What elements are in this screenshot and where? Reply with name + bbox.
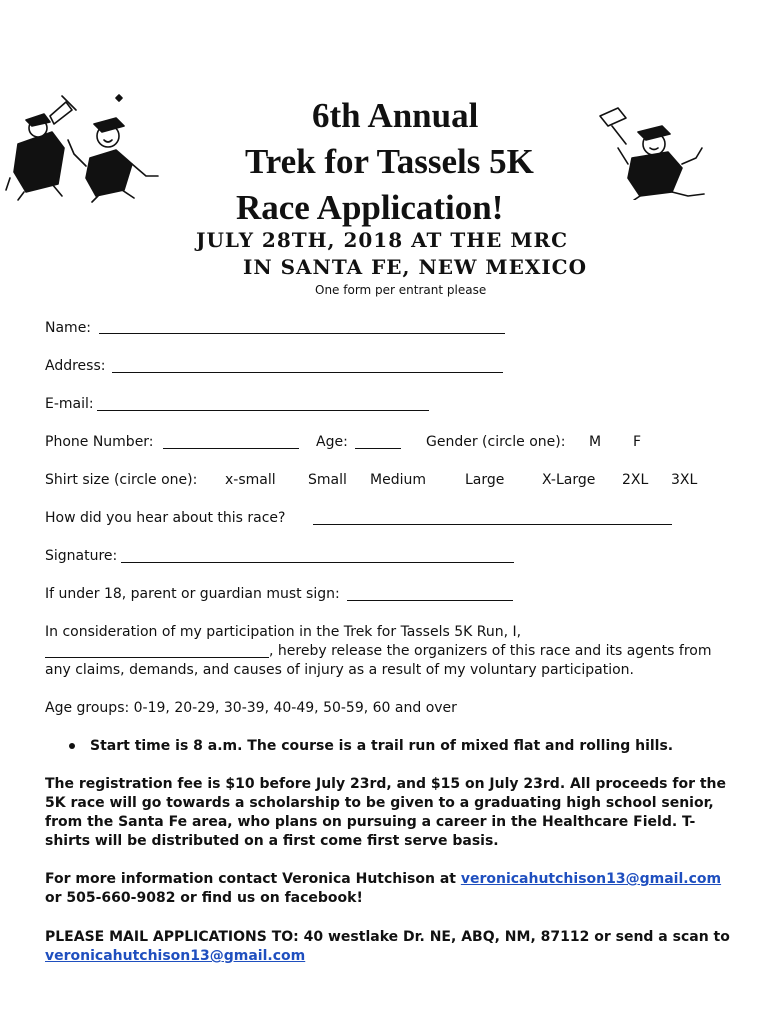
shirt-option-large[interactable]: Large (465, 472, 505, 488)
gender-label: Gender (circle one): (426, 434, 566, 450)
mail-paragraph (45, 928, 735, 966)
waiver-line-1: In consideration of my participation in the Trek for Tassels 5K Run, I, (45, 624, 522, 640)
shirt-option-small[interactable]: Small (308, 472, 347, 488)
entrant-note: One form per entrant please (315, 283, 487, 297)
name-field[interactable] (99, 333, 505, 334)
email-field[interactable] (97, 410, 429, 411)
phone-field[interactable] (163, 448, 299, 449)
shirt-option-medium[interactable]: Medium (370, 472, 426, 488)
graduate-clipart-right (596, 104, 714, 200)
gender-option-m[interactable]: M (589, 434, 602, 450)
hear-label: How did you hear about this race? (45, 510, 286, 526)
start-time: Start time is 8 a.m. The course is a trail run of mixed flat and rolling hills. (90, 738, 674, 754)
address-field[interactable] (112, 372, 503, 373)
title-line-3: Race Application! (236, 188, 504, 227)
shirt-option-x-large[interactable]: X-Large (542, 472, 596, 488)
signature-label: Signature: (45, 548, 118, 564)
hear-field[interactable] (313, 524, 672, 525)
fee-paragraph: The registration fee is $10 before July 23rd, and $15 on July 23rd. All proceeds for the 5K race will go towards a scholarship to be given to a graduating high school senior, from the Santa Fe area, who plans on pursuing a career in the Healthcare Field. T-shirts will be distributed on a first come first serve basis. (45, 776, 727, 849)
contact-email-link[interactable]: veronicahutchison13@gmail.com (460, 871, 722, 887)
guardian-label: If under 18, parent or guardian must sign: (45, 586, 340, 602)
graduate-clipart-left (4, 92, 162, 204)
signature-field[interactable] (121, 562, 514, 563)
mail-text: PLEASE MAIL APPLICATIONS TO: 40 westlake Dr. NE, ABQ, NM, 87112 or send a scan to (45, 929, 730, 945)
email-label: E-mail: (45, 396, 94, 412)
age-groups: Age groups: 0-19, 20-29, 30-39, 40-49, 50-59, 60 and over (45, 700, 457, 716)
location-line: IN SANTA FE, NEW MEXICO (243, 255, 588, 279)
contact-paragraph (45, 870, 735, 908)
contact-prefix: For more information contact Veronica Hutchison at (45, 871, 461, 887)
contact-suffix: or 505-660-9082 or find us on facebook! (45, 890, 363, 906)
title-line-2: Trek for Tassels 5K (245, 142, 534, 181)
address-label: Address: (45, 358, 106, 374)
waiver-name-field[interactable] (45, 657, 269, 658)
age-label: Age: (316, 434, 348, 450)
title-line-1: 6th Annual (312, 96, 479, 135)
name-label: Name: (45, 320, 92, 336)
waiver-line-3: any claims, demands, and causes of injury as a result of my voluntary participation. (45, 662, 634, 678)
bullet-icon (68, 740, 78, 750)
waiver-line-2: , hereby release the organizers of this race and its agents from (269, 643, 712, 659)
mail-email-link[interactable]: veronicahutchison13@gmail.com (45, 948, 306, 964)
gender-option-f[interactable]: F (633, 434, 642, 450)
phone-label: Phone Number: (45, 434, 154, 450)
age-field[interactable] (355, 448, 401, 449)
shirt-option-x-small[interactable]: x-small (225, 472, 276, 488)
shirt-option-3xl[interactable]: 3XL (671, 472, 698, 488)
guardian-signature-field[interactable] (347, 600, 513, 601)
shirt-option-2xl[interactable]: 2XL (622, 472, 649, 488)
date-line: JULY 28TH, 2018 AT THE MRC (196, 228, 569, 252)
shirt-label: Shirt size (circle one): (45, 472, 198, 488)
